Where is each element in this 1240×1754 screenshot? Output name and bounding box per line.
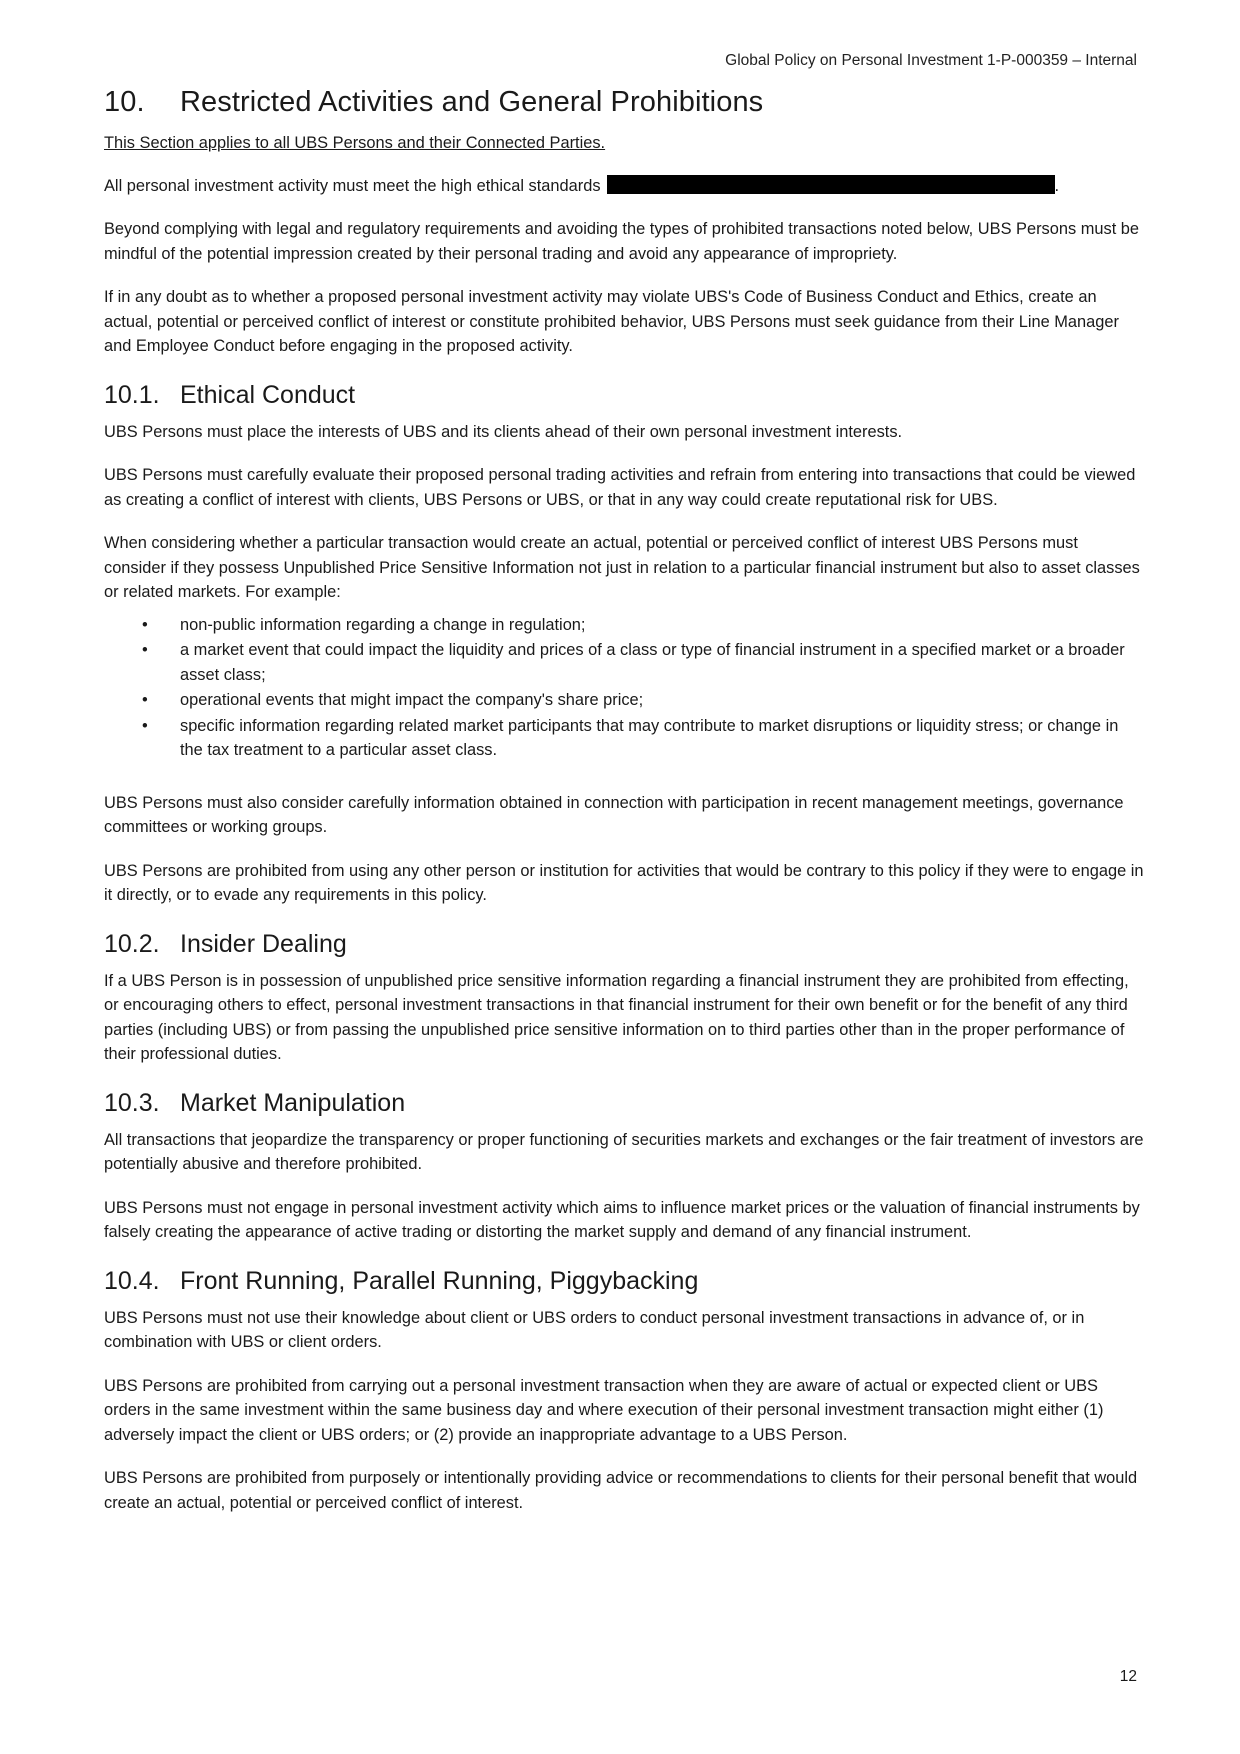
section-title: Insider Dealing <box>180 929 347 958</box>
paragraph: UBS Persons are prohibited from using any other person or institution for activities that would be contrary to this policy if they were to engage in it directly, or to evade any requirements in this policy. <box>104 861 1144 904</box>
section-10-1-heading <box>104 381 1144 410</box>
paragraph: UBS Persons are prohibited from carrying out a personal investment transaction when they are aware of actual or expected client or UBS orders in the same investment within the same business day and where execution of their personal investment transaction might either (1) adversely impact the client or UBS orders; or (2) provide an inappropriate advantage to a UBS Person. <box>104 1376 1104 1444</box>
redaction-bar <box>607 175 1055 194</box>
paragraph <box>104 174 1144 199</box>
list-item-text: specific information regarding related market participants that may contribute to market disruptions or liquidity stress; or change in the tax treatment to a particular asset class. <box>180 716 1119 759</box>
section-number: 10.1. <box>104 380 160 409</box>
bullet-icon: • <box>142 716 148 735</box>
paragraph: UBS Persons must not engage in personal investment activity which aims to influence market prices or the valuation of financial instruments by falsely creating the appearance of active trading or distorting the market supply and demand of any financial instrument. <box>104 1198 1140 1241</box>
section-10-4-heading <box>104 1267 1144 1296</box>
page-header: Global Policy on Personal Investment 1-P-000359 – Internal <box>725 52 1137 69</box>
paragraph: If a UBS Person is in possession of unpublished price sensitive information regarding a financial instrument they are prohibited from effecting, or encouraging others to effect, personal investment transactions in that financial instrument for their own benefit or for the benefit of any third parties (including UBS) or from passing the unpublished price sensitive information on to third parties other than in the proper performance of their professional duties. <box>104 971 1129 1063</box>
section-title: Market Manipulation <box>180 1088 406 1117</box>
list-item <box>104 638 1144 687</box>
section-title: Front Running, Parallel Running, Piggybacking <box>180 1266 699 1295</box>
paragraph: UBS Persons must place the interests of UBS and its clients ahead of their own personal investment interests. <box>104 422 903 441</box>
bullet-icon: • <box>142 641 148 659</box>
section-number: 10.2. <box>104 929 160 958</box>
list-item-text: operational events that might impact the company's share price; <box>180 691 644 709</box>
list-item <box>104 613 1144 638</box>
section-10-3-heading <box>104 1089 1144 1118</box>
page-content <box>104 86 1144 1534</box>
section-10-heading <box>104 86 1144 119</box>
page-number: 12 <box>1119 1668 1137 1685</box>
list-item <box>104 714 1144 763</box>
bullet-icon: • <box>142 615 148 634</box>
section-number: 10.3. <box>104 1088 160 1117</box>
paragraph-text: . <box>1054 176 1060 195</box>
section-number: 10.4. <box>104 1266 160 1295</box>
paragraph: Beyond complying with legal and regulatory requirements and avoiding the types of prohibited transactions noted below, UBS Persons must be mindful of the potential impression created by their personal trading and avoid any appearance of impropriety. <box>104 220 1140 263</box>
list-item-text: non-public information regarding a change in regulation; <box>180 615 586 634</box>
list-item-text: a market event that could impact the liquidity and prices of a class or type of financial instrument in a specified market or a broader asset class; <box>180 641 1125 684</box>
paragraph: UBS Persons must not use their knowledge about client or UBS orders to conduct personal investment transactions in advance of, or in combination with UBS or client orders. <box>104 1308 1085 1351</box>
paragraph: If in any doubt as to whether a proposed personal investment activity may violate UBS's Code of Business Conduct and Ethics, create an actual, potential or perceived conflict of interest or constitute prohibited behavior, UBS Persons must seek guidance from their Line Manager and Employee Conduct before engaging in the proposed activity. <box>104 288 1119 355</box>
paragraph-text: All personal investment activity must meet the high ethical standards <box>104 176 601 195</box>
section-title: Restricted Activities and General Prohibitions <box>180 86 764 118</box>
section-title: Ethical Conduct <box>180 380 356 409</box>
section-number: 10. <box>104 86 145 118</box>
example-list <box>104 613 1144 763</box>
paragraph: UBS Persons must carefully evaluate their proposed personal trading activities and refrain from entering into transactions that could be viewed as creating a conflict of interest with clients, UBS Persons or UBS, or that in any way could create reputational risk for UBS. <box>104 466 1136 509</box>
paragraph: UBS Persons must also consider carefully information obtained in connection with participation in recent management meetings, governance committees or working groups. <box>104 793 1124 836</box>
paragraph: All transactions that jeopardize the transparency or proper functioning of securities markets and exchanges or the fair treatment of investors are potentially abusive and therefore prohibited. <box>104 1130 1144 1173</box>
section-10-2-heading <box>104 930 1144 959</box>
applies-statement: This Section applies to all UBS Persons and their Connected Parties. <box>104 134 606 152</box>
paragraph: When considering whether a particular transaction would create an actual, potential or perceived conflict of interest UBS Persons must consider if they possess Unpublished Price Sensitive Information not just in relation to a particular financial instrument but also to asset classes or related markets. For example: <box>104 534 1140 601</box>
bullet-icon: • <box>142 691 148 709</box>
list-item <box>104 688 1144 713</box>
paragraph: UBS Persons are prohibited from purposely or intentionally providing advice or recommendations to clients for their personal benefit that would create an actual, potential or perceived conflict of interest. <box>104 1469 1138 1512</box>
